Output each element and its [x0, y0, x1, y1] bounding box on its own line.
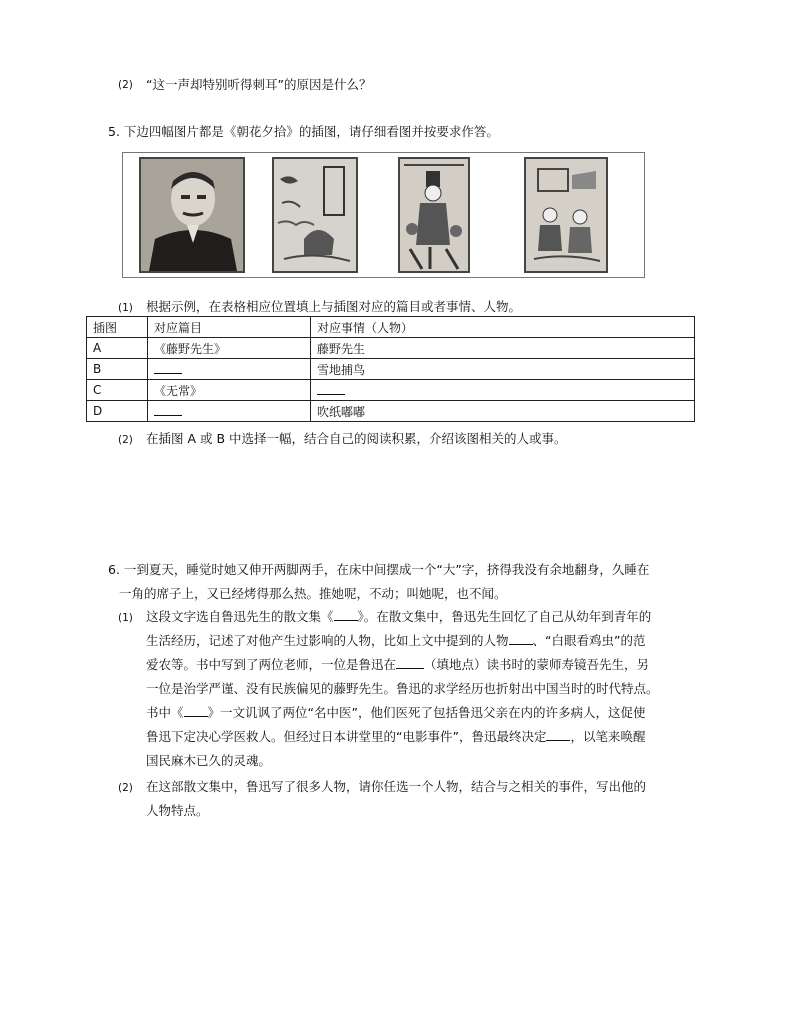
answer-blank[interactable] [317, 382, 345, 395]
table-cell-event-blank[interactable] [311, 380, 695, 401]
q6-sub1-line3 [146, 654, 649, 675]
table-cell-event: 雪地捕鸟 [311, 359, 695, 380]
text-segment: 书中《 [146, 705, 184, 720]
q6-sub1-line4: 一位是治学严谨、没有民族偏见的藤野先生。鲁迅的求学经历也折射出中国当时的时代特点。 [146, 681, 659, 696]
answer-blank[interactable] [334, 608, 358, 621]
q5-sub2-number: (2) [118, 434, 133, 446]
q4-sub2-number: (2) [118, 79, 133, 91]
q6-sub1-line1 [146, 606, 651, 627]
illustration-c-wuchang [398, 157, 470, 273]
text-segment: 生活经历，记述了对他产生过影响的人物，比如上文中提到的人物 [146, 633, 509, 648]
table-cell-label: D [87, 401, 148, 422]
q6-sub1-number: (1) [118, 612, 133, 624]
text-segment: 》。在散文集中，鲁迅先生回忆了自己从幼年到青年的 [357, 609, 652, 624]
q5-sub2-text: 在插图 A 或 B 中选择一幅，结合自己的阅读积累，介绍该图相关的人或事。 [146, 431, 567, 446]
q4-sub2-text: “这一声却特别听得刺耳”的原因是什么？ [146, 77, 372, 92]
table-row [87, 380, 695, 401]
table-header-cell: 对应篇目 [148, 317, 311, 338]
text-segment: ，以笔来唤醒 [570, 729, 646, 744]
q6-sub1-line2 [146, 630, 645, 651]
table-cell-label: A [87, 338, 148, 359]
answer-blank[interactable] [154, 361, 182, 374]
table-row [87, 359, 695, 380]
q6-sub2-number: (2) [118, 782, 133, 794]
table-cell-label: C [87, 380, 148, 401]
table-cell-chapter: 《无常》 [148, 380, 311, 401]
text-segment: 鲁迅下定决心学医救人。但经过日本讲堂里的“电影事件”，鲁迅最终决定 [146, 729, 547, 744]
q6-sub1-line6 [146, 726, 645, 747]
illustration-strip [122, 152, 645, 278]
text-segment: 、“白眼看鸡虫”的范 [532, 633, 646, 648]
text-segment: 》一文讥讽了两位“名中医”，他们医死了包括鲁迅父亲在内的许多病人，这促使 [207, 705, 646, 720]
q6-sub2-line2: 人物特点。 [146, 803, 209, 818]
table-row [87, 338, 695, 359]
table-cell-chapter: 《藤野先生》 [148, 338, 311, 359]
q6-stem-line2: 一角的席子上，又已经烤得那么热。推她呢，不动；叫她呢，也不闻。 [119, 586, 507, 601]
answer-blank[interactable] [154, 403, 182, 416]
q5-stem: 5. 下边四幅图片都是《朝花夕拾》的插图，请仔细看图并按要求作答。 [108, 124, 499, 139]
table-header-row [87, 317, 695, 338]
table-cell-label: B [87, 359, 148, 380]
q5-sub1-text: 根据示例，在表格相应位置填上与插图对应的篇目或者事情、人物。 [146, 299, 522, 314]
illustration-a-portrait [139, 157, 245, 273]
q6-sub1-line5 [146, 702, 645, 723]
answer-blank[interactable] [396, 656, 424, 669]
illustration-d-paper-toy [524, 157, 608, 273]
q6-stem-line1: 6. 一到夏天，睡觉时她又伸开两脚两手，在床中间摆成一个“大”字，挤得我没有余地翻身，久睡在 [108, 562, 650, 577]
answer-blank[interactable] [546, 728, 570, 741]
q6-sub2-line1: 在这部散文集中，鲁迅写了很多人物，请你任选一个人物，结合与之相关的事件，写出他的 [146, 779, 647, 794]
answer-table [86, 316, 695, 422]
table-cell-chapter-blank[interactable] [148, 359, 311, 380]
text-segment: 爱农等。书中写到了两位老师，一位是鲁迅在 [146, 657, 397, 672]
q6-sub1-line7: 国民麻木已久的灵魂。 [146, 753, 272, 768]
text-segment: （填地点）读书时的蒙师寿镜吾先生，另 [424, 657, 650, 672]
answer-blank[interactable] [509, 632, 533, 645]
table-cell-chapter-blank[interactable] [148, 401, 311, 422]
q5-sub1-number: (1) [118, 302, 133, 314]
illustration-b-snow-scene [272, 157, 358, 273]
table-row [87, 401, 695, 422]
text-segment: 这段文字选自鲁迅先生的散文集《 [146, 609, 334, 624]
answer-blank[interactable] [184, 704, 208, 717]
table-header-cell: 对应事情（人物） [311, 317, 695, 338]
table-cell-event: 吹纸嘟嘟 [311, 401, 695, 422]
table-cell-event: 藤野先生 [311, 338, 695, 359]
table-header-cell: 插图 [87, 317, 148, 338]
